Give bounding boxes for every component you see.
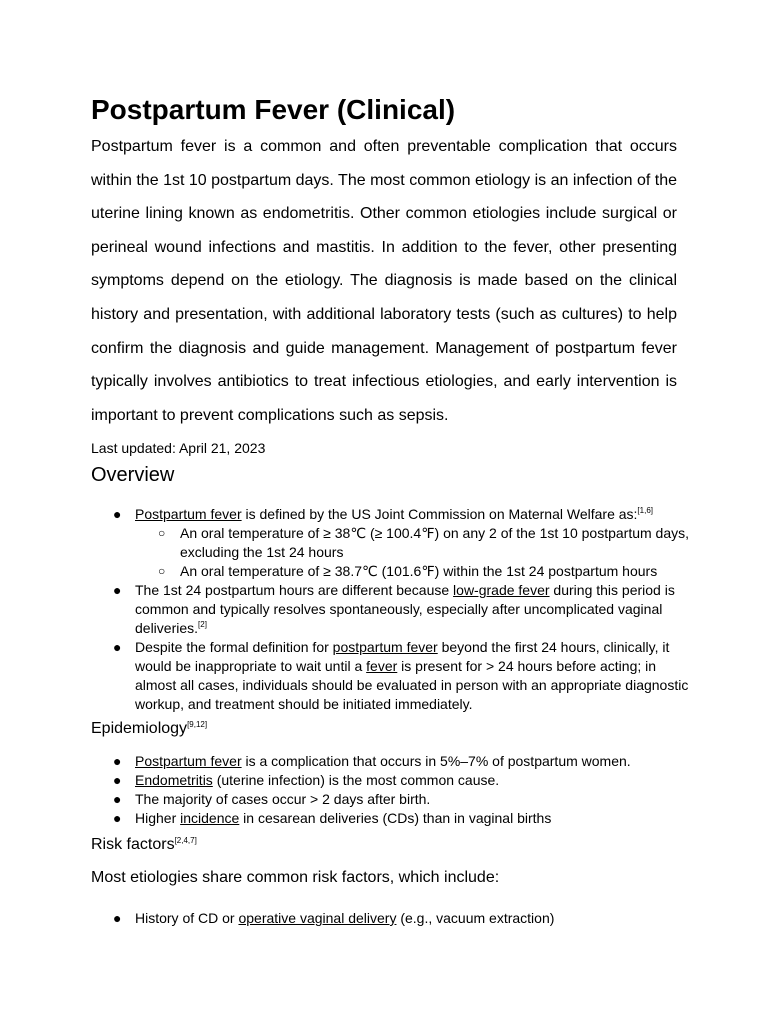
bullet-icon: ● [113,753,122,769]
bullet-icon: ● [113,810,122,826]
list-item: ● The 1st 24 postpartum hours are different because low-grade fever during this period is common and typically resolves spontaneously, especially after uncomplicated vaginal deliveries.[2] [113,582,675,636]
list-item: ○ An oral temperature of ≥ 38.7℃ (101.6℉) within the 1st 24 postpartum hours [158,563,658,579]
circle-bullet-icon: ○ [158,564,166,578]
list-item: ● Despite the formal definition for postpartum fever beyond the first 24 hours, clinically, it would be inappropriate to wait until a fever is present for > 24 hours before acting; in almost all cases, individuals should be evaluated in person with an appropriate diagnostic workup, and treatment should be initiated immediately. [113,639,689,712]
definition-sublist [135,524,691,581]
list-item: ○ An oral temperature of ≥ 38℃ (≥ 100.4℉) on any 2 of the 1st 10 postpartum days, excluding the 1st 24 hours [158,525,690,560]
postpartum-fever-link[interactable]: Postpartum fever [135,753,242,769]
list-item: ● The majority of cases occur > 2 days after birth. [113,791,431,807]
risk-factors-heading: Risk factors[2,4,7] [91,836,197,853]
citation[interactable]: [2] [198,620,207,629]
page-title: Postpartum Fever (Clinical) [91,94,456,125]
bullet-icon: ● [113,910,122,926]
postpartum-fever-link[interactable]: Postpartum fever [135,506,242,522]
last-updated: Last updated: April 21, 2023 [91,440,266,456]
citation[interactable]: [9,12] [187,720,208,729]
endometritis-link[interactable]: Endometritis [135,772,213,788]
list-item: ● Endometritis (uterine infection) is the most common cause. [113,772,500,788]
list-item: ● Higher incidence in cesarean deliveries (CDs) than in vaginal births [113,810,552,826]
bullet-icon: ● [113,639,122,655]
operative-vaginal-delivery-link[interactable]: operative vaginal delivery [238,910,397,926]
incidence-link[interactable]: incidence [180,810,240,826]
risk-factors-list [91,909,691,928]
epidemiology-list [91,752,691,828]
risk-factors-lead: Most etiologies share common risk factors, which include: [91,869,500,886]
circle-bullet-icon: ○ [158,526,166,540]
bullet-icon: ● [113,791,122,807]
list-item: ● Postpartum fever is defined by the US Joint Commission on Maternal Welfare as:[1,6] ○ An oral temperature of ≥ 38℃ (≥ 100.4℉) on any 2 of the 1st 10 postpartum days, excluding the 1st 24 hours ○ An oral temperature of ≥ 38.7℃ (101.6℉) within the 1st 24 postpartum hours [113,506,690,579]
intro-paragraph: Postpartum fever is a common and often preventable complication that occurs within the 1st 10 postpartum days. The most common etiology is an infection of the uterine lining known as endometritis. Other common etiologies include surgical or perineal wound infections and mastitis. In addition to the fever, other presenting symptoms depend on the etiology. The diagnosis is made based on the clinical history and presentation, with additional laboratory tests (such as cultures) to help confirm the diagnosis and guide management. Management of postpartum fever typically involves antibiotics to treat infectious etiologies, and early intervention is important to prevent complications such as sepsis. [91,138,677,424]
list-item: ● Postpartum fever is a complication that occurs in 5%–7% of postpartum women. [113,753,631,769]
overview-list [91,505,691,714]
citation[interactable]: [1,6] [637,506,653,515]
citation[interactable]: [2,4,7] [174,836,197,845]
low-grade-fever-link[interactable]: low-grade fever [453,582,550,598]
bullet-icon: ● [113,772,122,788]
overview-heading: Overview [91,464,175,486]
bullet-icon: ● [113,506,122,522]
postpartum-fever-link[interactable]: postpartum fever [332,639,438,655]
fever-link[interactable]: fever [366,658,398,674]
epidemiology-heading: Epidemiology[9,12] [91,720,208,737]
bullet-icon: ● [113,582,122,598]
list-item: ● History of CD or operative vaginal delivery (e.g., vacuum extraction) [113,910,555,926]
